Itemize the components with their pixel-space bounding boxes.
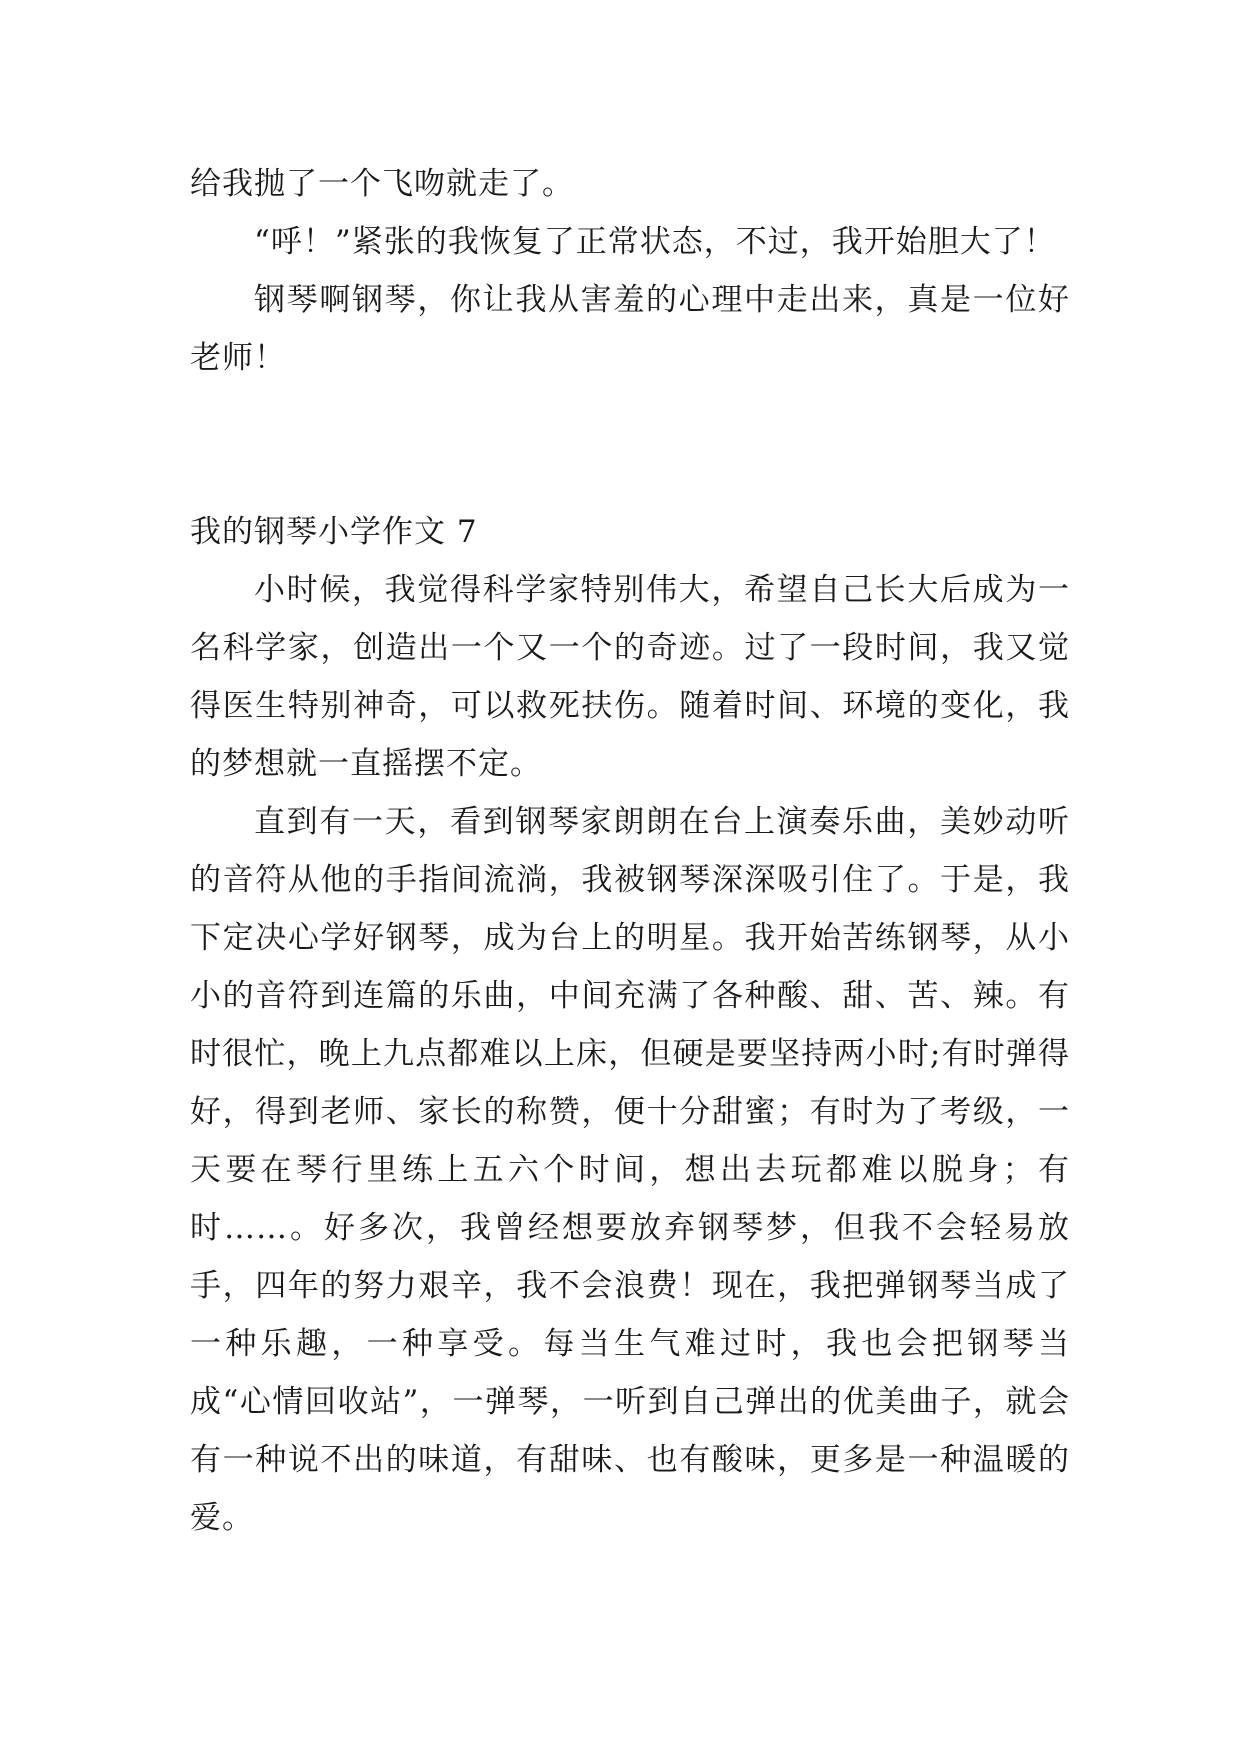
section-spacer <box>190 387 1070 503</box>
paragraph-continuation: 给我抛了一个飞吻就走了。 <box>190 166 574 202</box>
paragraph: 钢琴啊钢琴，你让我从害羞的心理中走出来，真是一位好老师！ <box>190 282 1070 376</box>
document-body <box>190 155 1070 1547</box>
paragraph: “呼！”紧张的我恢复了正常状态，不过，我开始胆大了！ <box>254 224 1056 260</box>
paragraph: 小时候，我觉得科学家特别伟大，希望自己长大后成为一名科学家，创造出一个又一个的奇迹。过了一段时间，我又觉得医生特别神奇，可以救死扶伤。随着时间、环境的变化，我的梦想就一直摇摆不定。 <box>190 572 1070 782</box>
paragraph: 直到有一天，看到钢琴家朗朗在台上演奏乐曲，美妙动听的音符从他的手指间流淌，我被钢琴深深吸引住了。于是，我下定决心学好钢琴，成为台上的明星。我开始苦练钢琴，从小小的音符到连篇的乐曲，中间充满了各种酸、甜、苦、辣。有时很忙，晚上九点都难以上床，但硬是要坚持两小时;有时弹得好，得到老师、家长的称赞，便十分甜蜜；有时为了考级，一天要在琴行里练上五六个时间，想出去玩都难以脱身；有时……。好多次，我曾经想要放弃钢琴梦，但我不会轻易放手，四年的努力艰辛，我不会浪费！现在，我把弹钢琴当成了一种乐趣，一种享受。每当生气难过时，我也会把钢琴当成“心情回收站”，一弹琴，一听到自己弹出的优美曲子，就会有一种说不出的味道，有甜味、也有酸味，更多是一种温暖的爱。 <box>190 804 1070 1536</box>
section-title: 我的钢琴小学作文 7 <box>190 514 478 550</box>
